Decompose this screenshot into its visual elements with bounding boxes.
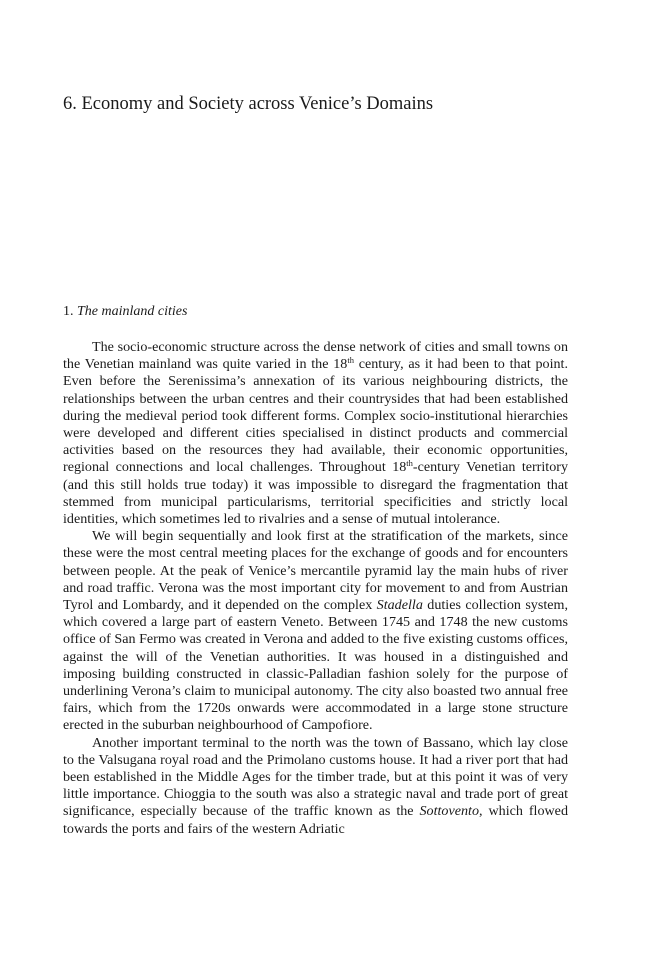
paragraph-2 — [63, 528, 568, 734]
chapter-title: 6. Economy and Society across Venice’s Domains — [63, 94, 434, 114]
paragraph-2-text-a: We will begin sequentially and look first at the stratification of the markets, since these were the most central meeting places for the exchange of goods and for encounters between people. At the peak of Venice’s mercantile pyramid lay the main hubs of river and road traffic. Verona was the most important city for movement to and from Austrian Tyrol and Lombardy, and it depended on the complex — [63, 528, 568, 614]
superscript-th: th — [406, 458, 413, 469]
section-heading — [63, 303, 568, 321]
paragraph-1-text-c: -century Venetian territory (and this still holds true today) it was impossible to disregard the fragmentation that stemmed from municipal particularisms, territorial specificities and strictly local identities, which sometimes led to rivalries and a sense of mutual intolerance. — [63, 459, 568, 528]
paragraph-3-text-a: Another important terminal to the north was the town of Bassano, which lay close to the Valsugana royal road and the Primolano customs house. It had a river port that had been established in the Middle Ages for the timber trade, but at this point it was of very little importance. Chioggia to the south was also a strategic naval and trade port of great significance, especially because of the traffic known as the — [63, 734, 568, 820]
paragraph-3-text-b: , which flowed towards the ports and fairs of the western Adriatic — [63, 803, 568, 837]
paragraph-2-text-b: duties collection system, which covered a large part of eastern Veneto. Between 1745 and 1748 the new customs office of San Fermo was created in Verona and added to the five existing customs offices, against the will of the Venetian authorities. It was housed in a distinguished and imposing building constructed in classic-Palladian fashion solely for the purpose of underlining Verona’s claim to municipal autonomy. The city also boasted two annual free fairs, which from the 1720s onwards were accommodated in a large stone structure erected in the suburban neighbourhood of Campofiore. — [63, 597, 568, 734]
paragraph-1-text-a: The socio-economic structure across the dense network of cities and small towns on the Venetian mainland was quite varied in the 18 — [63, 339, 568, 373]
superscript-th: th — [347, 355, 354, 366]
section-number: 1. — [63, 304, 74, 319]
paragraph-1-text-b: century, as it had been to that point. Even before the Serenissima’s annexation of its various neighbouring districts, the relationships between the urban centres and their countrysides that had been established during the medieval period took different forms. Complex socio-institutional hierarchies were developed and different cities specialised in distinct products and commercial activities based on the resources they had available, their economic opportunities, regional connections and local challenges. Throughout 18 — [63, 356, 568, 476]
body-text — [63, 339, 568, 838]
paragraph-1 — [63, 339, 568, 528]
paragraph-3 — [63, 735, 568, 838]
italic-term-stadella: Stadella — [376, 597, 423, 614]
italic-term-sottovento: Sottovento — [419, 803, 479, 820]
section-title: The mainland cities — [77, 304, 188, 319]
